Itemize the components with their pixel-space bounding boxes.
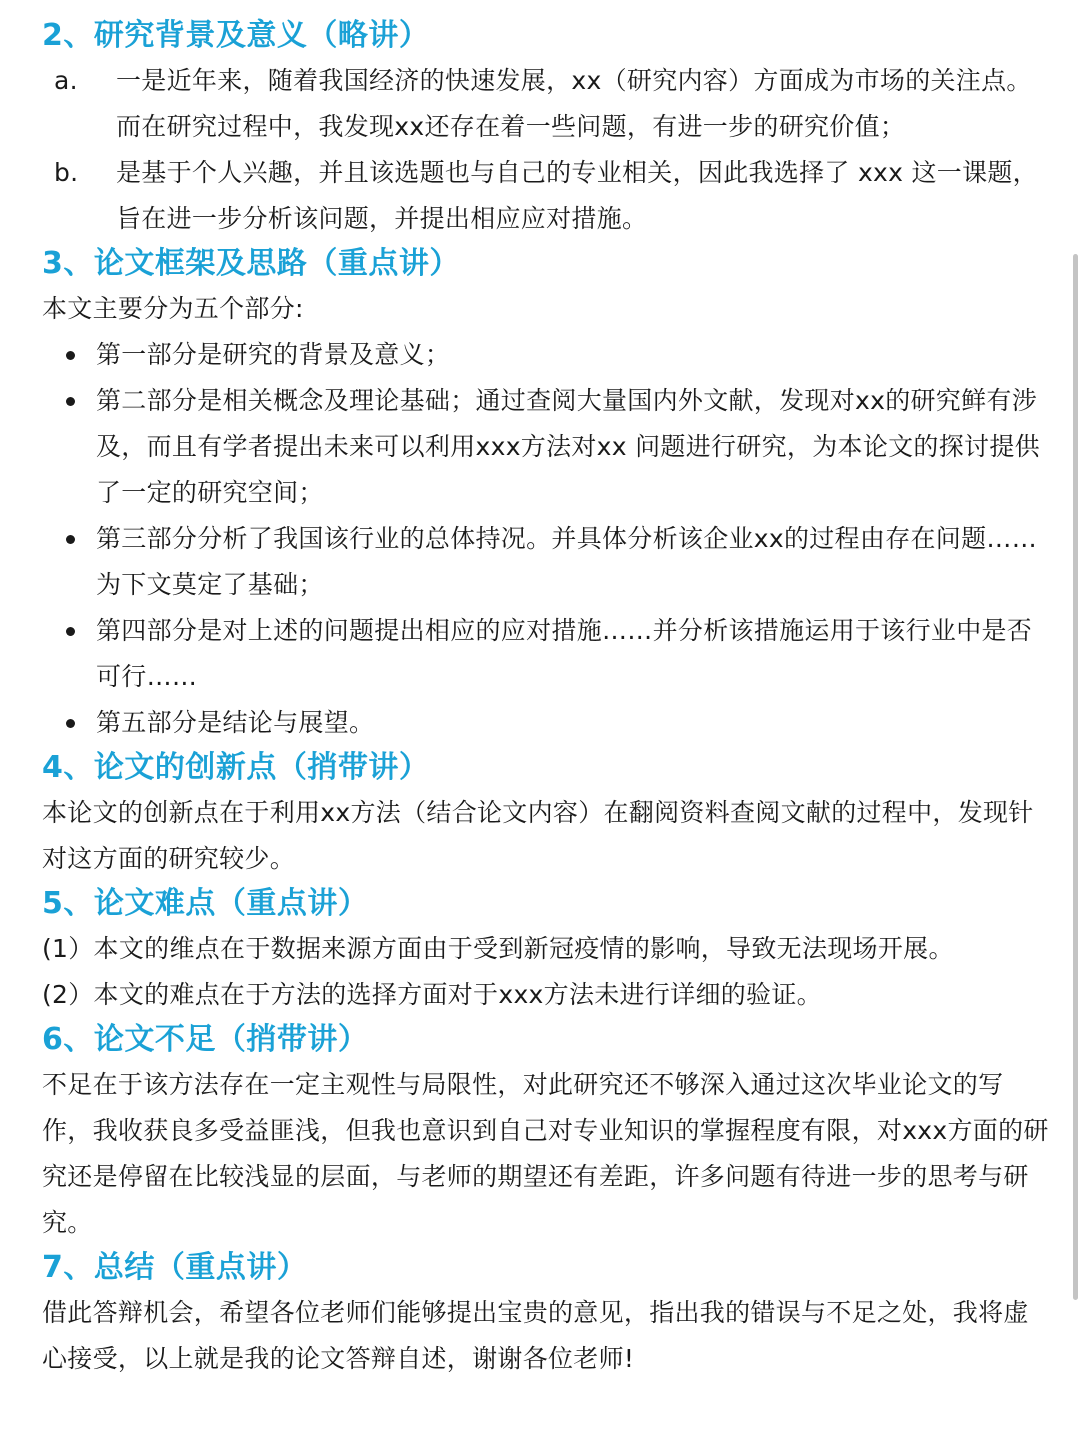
bullet-icon [66, 351, 75, 360]
list-item [42, 150, 1050, 242]
list-marker: b. [54, 158, 79, 187]
section-heading-background: 2、研究背景及意义（略讲） [42, 18, 430, 53]
document-body [42, 14, 1050, 1382]
section-heading-summary: 7、总结（重点讲） [42, 1250, 308, 1285]
section-heading-innovation: 4、论文的创新点（捎带讲） [42, 750, 430, 785]
summary-text: 借此答辩机会，希望各位老师们能够提出宝贵的意见，指出我的错误与不足之处，我将虚心接受，以上就是我的论文答辩自述，谢谢各位老师! [42, 1298, 1029, 1373]
difficulty-line-1: (1）本文的维点在于数据来源方面由于受到新冠疫情的影响，导致无法现场开展。 [42, 934, 954, 963]
background-list [42, 58, 1050, 242]
bullet-icon [66, 719, 75, 728]
list-item-text: 第四部分是对上述的问题提出相应的应对措施……并分析该措施运用于该行业中是否可行…… [96, 616, 1033, 691]
innovation-text: 本论文的创新点在于利用xx方法（结合论文内容）在翻阅资料查阅文献的过程中，发现针对这方面的研究较少。 [42, 798, 1034, 873]
bullet-icon [66, 535, 75, 544]
list-item-text: 一是近年来，随着我国经济的快速发展，xx（研究内容）方面成为市场的关注点。而在研究过程中，我发现xx还存在着一些问题，有进一步的研究价值； [116, 66, 1032, 141]
list-item [42, 332, 1050, 378]
section-heading-framework: 3、论文框架及思路（重点讲） [42, 246, 460, 281]
shortcomings-text: 不足在于该方法存在一定主观性与局限性，对此研究还不够深入通过这次毕业论文的写作，我收获良多受益匪浅，但我也意识到自己对专业知识的掌握程度有限，对xxx方面的研究还是停留在比较浅显的层面，与老师的期望还有差距，许多问题有待进一步的思考与研究。 [42, 1070, 1049, 1237]
scrollbar[interactable] [1073, 254, 1078, 1300]
list-item-text: 第二部分是相关概念及理论基础；通过查阅大量国内外文献，发现对xx的研究鲜有涉及，而且有学者提出未来可以利用xxx方法对xx 问题进行研究，为本论文的探讨提供了一定的研究空间； [96, 386, 1040, 507]
list-item [42, 378, 1050, 516]
list-item-text: 第三部分分析了我国该行业的总体持况。并具体分析该企业xx的过程由存在问题……为下文莫定了基础； [96, 524, 1037, 599]
list-item-text: 是基于个人兴趣，并且该选题也与自己的专业相关，因此我选择了 xxx 这一课题，旨在进一步分析该问题，并提出相应应对措施。 [116, 158, 1038, 233]
list-item [42, 58, 1050, 150]
framework-intro: 本文主要分为五个部分: [42, 294, 304, 323]
bullet-icon [66, 627, 75, 636]
list-marker: a. [54, 66, 78, 95]
list-item-text: 第五部分是结论与展望。 [96, 708, 375, 737]
section-heading-shortcomings: 6、论文不足（捎带讲） [42, 1022, 369, 1057]
bullet-icon [66, 397, 75, 406]
difficulty-line-2: (2）本文的难点在于方法的选择方面对于xxx方法未进行详细的验证。 [42, 980, 822, 1009]
list-item [42, 608, 1050, 700]
list-item [42, 516, 1050, 608]
list-item-text: 第一部分是研究的背景及意义； [96, 340, 451, 369]
list-item [42, 700, 1050, 746]
framework-list [42, 332, 1050, 746]
section-heading-difficulties: 5、论文难点（重点讲） [42, 886, 369, 921]
